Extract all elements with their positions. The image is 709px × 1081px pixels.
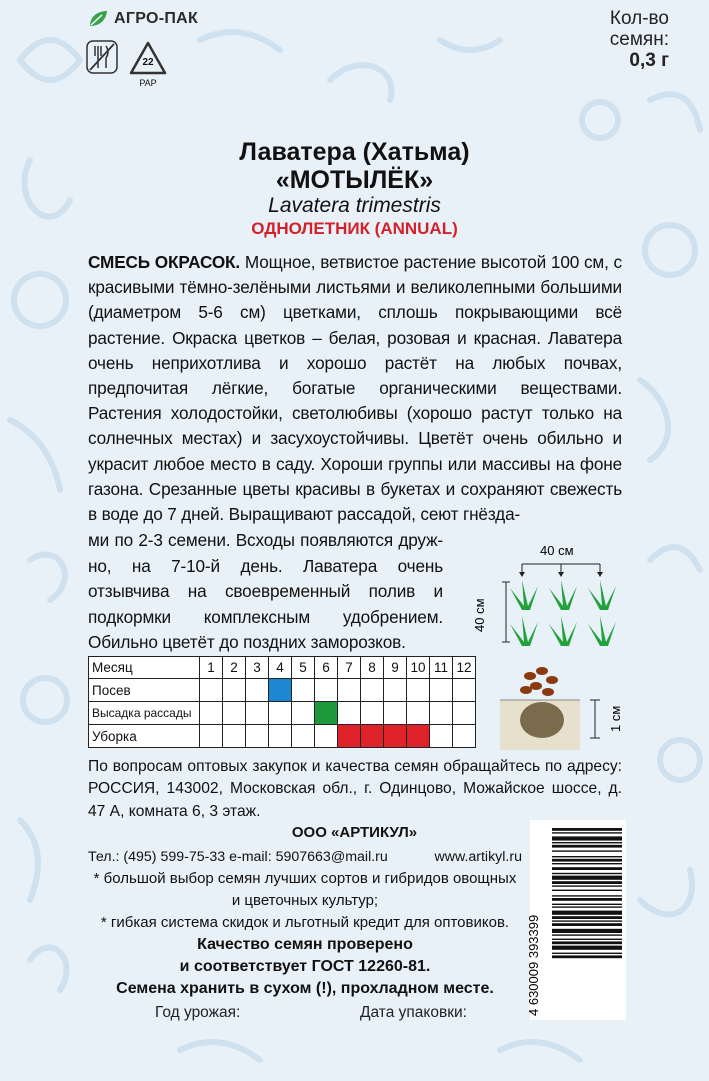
description — [88, 250, 622, 527]
barcode-bar — [552, 859, 622, 862]
calendar-month: 8 — [361, 657, 384, 679]
recycle-symbol — [128, 40, 168, 90]
barcode-bar — [552, 929, 622, 933]
calendar-cell — [407, 702, 430, 725]
barcode-bar — [552, 955, 622, 958]
barcode-bar — [552, 885, 622, 886]
calendar-cell — [223, 679, 246, 702]
barcode-bar — [552, 828, 622, 831]
calendar-month: 3 — [246, 657, 269, 679]
barcode-bar — [552, 906, 622, 907]
barcode-bar — [552, 941, 622, 944]
calendar-cell — [269, 725, 292, 748]
calendar-cell — [315, 679, 338, 702]
barcode-bar — [552, 898, 622, 901]
description-text: Мощное, ветвистое растение высотой 100 см, с красивыми тёмно-зелёными листьями и великолепными большими (диаметром 5-6 см) цветками, сплошь покрывающими всё растение. Окраска цветков – белая, розовая и красная. Лаватера очень неприхотлива и хорошо растёт на любых почвах, предпочитая лёгкие, богатые органическими веществами. Растения холодостойки, светолюбивы (хорошо растут только на солнечных местах) и засухоустойчивы. Цветёт очень обильно и украсит любое место в саду. Хороши группы или массивы на фоне газона. Срезанные цветы красивы в букетах и сохраняют свежесть в воде до 7 дней. Выращивают рассадой, сеют гнёзда- — [88, 252, 622, 525]
barcode-bar — [552, 881, 622, 884]
calendar-month: 5 — [292, 657, 315, 679]
seed-quantity — [610, 8, 669, 71]
calendar-cell — [361, 679, 384, 702]
contact-info: По вопросам оптовых закупок и качества семян обращайтесь по адресу: РОССИЯ, 143002, Московская обл., г. Одинцово, Можайское шоссе, д. 47 А, комната 6, 3 этаж. — [88, 758, 622, 820]
leaf-icon — [88, 10, 108, 28]
barcode-bar — [552, 916, 622, 919]
company-name: ООО «АРТИКУЛ» — [291, 824, 418, 841]
variety-name: «МОТЫЛЁК» — [275, 166, 434, 194]
calendar-cell — [246, 702, 269, 725]
calendar-cell — [453, 679, 476, 702]
calendar-month: 2 — [223, 657, 246, 679]
calendar-month: 6 — [315, 657, 338, 679]
barcode-bar — [552, 876, 622, 880]
calendar-cell — [384, 679, 407, 702]
barcode-bar — [552, 939, 622, 940]
description-continued: ми по 2-3 семени. Всходы появляются друж-но, на 7-10-й день. Лаватера очень отзывчива на своевременный полив и подкормки комплексным удобрением. Обильно цветёт до поздних заморозков. — [88, 530, 443, 653]
calendar-cell — [453, 725, 476, 748]
recycle-material: PAP — [139, 78, 157, 88]
calendar-cell — [407, 725, 430, 748]
calendar-cell — [292, 702, 315, 725]
barcode-bar — [552, 920, 622, 921]
calendar-cell — [200, 679, 223, 702]
quality-line-1: Качество семян проверено — [197, 936, 413, 953]
calendar-row — [89, 702, 476, 725]
barcode-bar — [552, 867, 622, 870]
sowing-calendar — [88, 656, 476, 748]
barcode-number: 4 630009 393399 — [526, 914, 541, 1016]
calendar-row-label: Посев — [89, 679, 200, 702]
bullet-assortment: * большой выбор семян лучших сортов и гибридов овощных и цветочных культур; — [93, 870, 517, 909]
calendar-row — [89, 679, 476, 702]
calendar-cell — [430, 725, 453, 748]
seed-icons — [520, 667, 558, 696]
barcode-bar — [552, 904, 622, 905]
seedling-icons — [510, 580, 616, 646]
bullet-discounts: * гибкая система скидок и льготный кредит для оптовиков. — [100, 914, 510, 931]
calendar-header-row — [89, 657, 476, 679]
planting-scheme — [472, 540, 622, 660]
calendar-month: 7 — [338, 657, 361, 679]
calendar-month-label: Месяц — [89, 657, 200, 679]
calendar-cell — [246, 679, 269, 702]
barcode-bar — [552, 946, 622, 950]
barcode-bar — [552, 890, 622, 891]
barcode-bar — [552, 895, 622, 896]
barcode-bar — [552, 850, 622, 851]
barcode-bar — [552, 856, 622, 857]
calendar-cell — [384, 702, 407, 725]
phone-line — [88, 846, 522, 868]
calendar-cell — [338, 679, 361, 702]
calendar-cell — [200, 725, 223, 748]
calendar-cell — [269, 679, 292, 702]
quality-line-3: Семена хранить в сухом (!), прохладном месте. — [116, 980, 494, 997]
calendar-cell — [200, 702, 223, 725]
phone-email: Тел.: (495) 599-75-33 e-mail: 5907663@mail.ru — [88, 849, 388, 865]
barcode-bar — [552, 863, 622, 864]
quantity-value: 0,3 г — [629, 50, 669, 71]
calendar-row — [89, 725, 476, 748]
calendar-row-label: Уборка — [89, 725, 200, 748]
barcode-bar — [552, 836, 622, 840]
calendar-cell — [246, 725, 269, 748]
barcode — [526, 820, 626, 1020]
barcode-bar — [552, 953, 622, 954]
scheme-height-label: 40 см — [472, 598, 487, 632]
recycle-code: 22 — [142, 57, 154, 68]
plant-type: ОДНОЛЕТНИК (ANNUAL) — [251, 219, 458, 238]
website: www.artikyl.ru — [434, 849, 522, 865]
calendar-cell — [384, 725, 407, 748]
calendar-month: 10 — [407, 657, 430, 679]
calendar-cell — [292, 679, 315, 702]
quantity-label-2: семян: — [609, 29, 669, 50]
calendar-month: 4 — [269, 657, 292, 679]
calendar-cell — [223, 725, 246, 748]
calendar-month: 12 — [453, 657, 476, 679]
calendar-cell — [361, 725, 384, 748]
calendar-cell — [292, 725, 315, 748]
package-symbols — [86, 40, 168, 90]
barcode-bar — [552, 923, 622, 926]
sowing-depth-diagram — [500, 662, 625, 754]
plant-name: Лаватера (Хатьма) — [239, 138, 470, 166]
description-lead: СМЕСЬ ОКРАСОК. — [88, 252, 241, 272]
calendar-cell — [315, 725, 338, 748]
brand-name: АГРО-ПАК — [114, 10, 199, 27]
calendar-cell — [269, 702, 292, 725]
latin-name: Lavatera trimestris — [268, 194, 441, 217]
product-title — [0, 138, 709, 240]
scheme-width-label: 40 см — [540, 543, 574, 558]
calendar-cell — [338, 725, 361, 748]
calendar-cell — [361, 702, 384, 725]
barcode-bar — [552, 873, 622, 874]
calendar-cell — [315, 702, 338, 725]
calendar-month: 11 — [430, 657, 453, 679]
brand-logo — [88, 10, 198, 28]
harvest-year: Год урожая: — [155, 1004, 241, 1021]
calendar-cell — [338, 702, 361, 725]
quality-line-2: и соответствует ГОСТ 12260-81. — [179, 958, 431, 975]
pack-date: Дата упаковки: — [360, 1004, 467, 1021]
calendar-cell — [430, 679, 453, 702]
barcode-bar — [552, 911, 622, 915]
calendar-cell — [223, 702, 246, 725]
calendar-month: 1 — [200, 657, 223, 679]
calendar-cell — [407, 679, 430, 702]
calendar-month: 9 — [384, 657, 407, 679]
barcode-bar — [552, 832, 622, 833]
quantity-label-1: Кол-во — [609, 8, 669, 29]
calendar-cell — [453, 702, 476, 725]
barcode-bar — [552, 934, 622, 935]
not-food-safe-icon — [86, 40, 118, 74]
barcode-bar — [552, 845, 622, 848]
calendar-cell — [430, 702, 453, 725]
depth-label: 1 см — [608, 705, 623, 732]
barcode-bar — [552, 842, 622, 843]
calendar-row-label: Высадка рассады — [89, 702, 200, 725]
